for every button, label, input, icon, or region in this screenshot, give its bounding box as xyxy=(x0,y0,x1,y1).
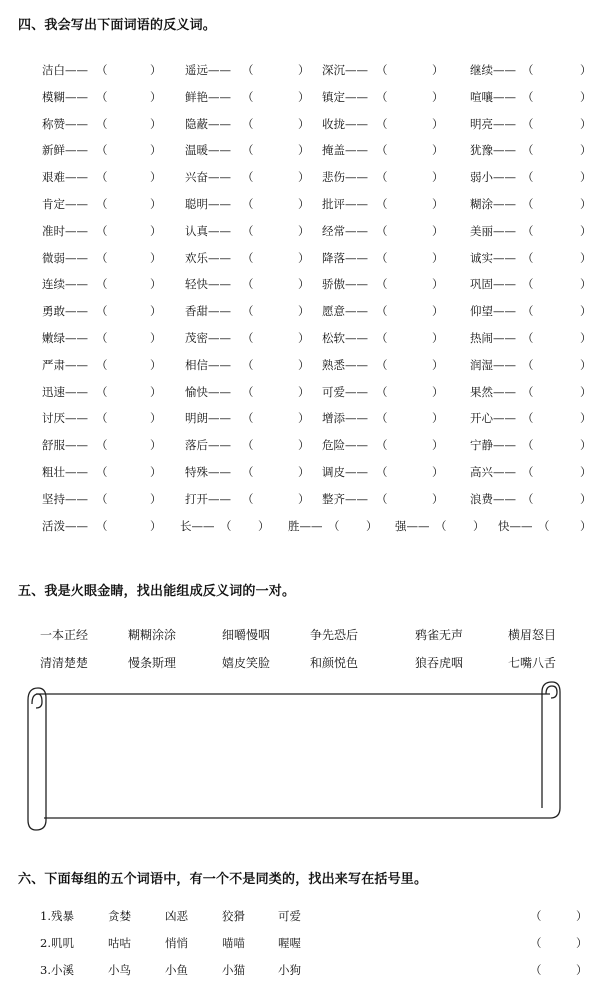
answer-blank-open[interactable]: （ xyxy=(522,63,534,77)
answer-blank-open[interactable]: （ xyxy=(242,491,254,506)
answer-blank-close: ） xyxy=(432,223,444,238)
answer-blank-close: ） xyxy=(298,197,310,211)
answer-blank-close: ） xyxy=(150,116,162,131)
antonym-prompt: 喧嚷—— xyxy=(470,89,516,104)
answer-blank-open[interactable]: （ xyxy=(376,89,388,104)
answer-blank-open[interactable]: （ xyxy=(96,89,108,104)
antonym-prompt: 开心—— xyxy=(470,411,516,426)
antonym-prompt: 骄傲—— xyxy=(322,277,368,292)
answer-blank-close: ） xyxy=(150,223,162,238)
section5-title: 五、我是火眼金睛，找出能组成反义词的一对。 xyxy=(18,584,296,599)
idiom-item: 争先恐后 xyxy=(310,628,359,642)
answer-blank-close: ） xyxy=(150,197,162,211)
antonym-prompt: 巩固—— xyxy=(470,277,516,292)
classification-row xyxy=(0,908,611,928)
antonym-prompt: 特殊—— xyxy=(185,465,231,479)
antonym-prompt: 愉快—— xyxy=(185,384,231,399)
group-number: 2.叽叽 xyxy=(40,936,74,950)
answer-blank-open[interactable]: （ xyxy=(242,384,254,399)
answer-blank-open[interactable]: （ xyxy=(376,116,388,131)
idiom-item: 狼吞虎咽 xyxy=(415,656,464,670)
antonym-row xyxy=(0,276,611,296)
answer-blank-close: ） xyxy=(432,197,444,211)
answer-blank-open[interactable]: （ xyxy=(376,223,388,238)
antonym-prompt: 浪费—— xyxy=(470,491,516,506)
answer-blank-open[interactable]: （ xyxy=(522,357,534,372)
group-word: 凶恶 xyxy=(165,909,188,923)
antonym-prompt: 模糊—— xyxy=(42,89,88,104)
answer-blank-close: ） xyxy=(150,518,162,533)
antonym-row xyxy=(0,142,611,162)
group-word: 贪婪 xyxy=(108,909,131,923)
antonym-prompt: 强—— xyxy=(395,518,430,533)
antonym-prompt: 严肃—— xyxy=(42,357,88,372)
antonym-prompt: 仰望—— xyxy=(470,304,516,319)
answer-blank-open[interactable]: （ xyxy=(242,170,254,185)
answer-blank-open[interactable]: （ xyxy=(435,518,447,533)
antonym-prompt: 鲜艳—— xyxy=(185,89,231,104)
antonym-prompt: 犹豫—— xyxy=(470,143,516,158)
section6-title: 六、下面每组的五个词语中，有一个不是同类的，找出来写在括号里。 xyxy=(18,872,428,887)
answer-blank-close: ） xyxy=(150,491,162,506)
answer-blank-close: ） xyxy=(298,277,310,292)
group-word: 喔喔 xyxy=(278,936,301,950)
answer-blank-open[interactable]: （ xyxy=(96,331,108,345)
answer-blank-open[interactable]: （ xyxy=(522,304,534,319)
answer-blank-open[interactable]: （ xyxy=(376,250,388,265)
answer-blank-close: ） xyxy=(432,63,444,77)
antonym-prompt: 调皮—— xyxy=(322,465,368,479)
answer-blank-open[interactable]: （ xyxy=(522,411,534,426)
answer-blank-open[interactable]: （ xyxy=(376,357,388,372)
antonym-prompt: 愿意—— xyxy=(322,304,368,319)
answer-blank-close: ） xyxy=(580,357,592,372)
answer-blank-open[interactable]: （ xyxy=(96,63,108,77)
antonym-row xyxy=(0,330,611,350)
answer-blank-close: ） xyxy=(580,223,592,238)
group-number: 3.小溪 xyxy=(40,963,74,977)
antonym-prompt: 茂密—— xyxy=(185,331,231,345)
antonym-row xyxy=(0,357,611,377)
antonym-prompt: 明亮—— xyxy=(470,116,516,131)
answer-blank-close: ） xyxy=(150,170,162,185)
antonym-prompt: 微弱—— xyxy=(42,250,88,265)
answer-blank-close: ） xyxy=(150,63,162,77)
antonym-prompt: 降落—— xyxy=(322,250,368,265)
answer-blank-open[interactable]: （ xyxy=(530,963,542,977)
answer-blank-open[interactable]: （ xyxy=(376,491,388,506)
antonym-prompt: 相信—— xyxy=(185,357,231,372)
answer-blank-close: ） xyxy=(258,518,270,533)
answer-blank-close: ） xyxy=(580,170,592,185)
answer-blank-open[interactable]: （ xyxy=(242,250,254,265)
antonym-prompt: 称赞—— xyxy=(42,116,88,131)
answer-blank-close: ） xyxy=(580,89,592,104)
answer-blank-close: ） xyxy=(298,143,310,158)
antonym-prompt: 遥远—— xyxy=(185,63,231,77)
antonym-prompt: 肯定—— xyxy=(42,197,88,211)
answer-blank-close: ） xyxy=(580,277,592,292)
antonym-prompt: 经常—— xyxy=(322,223,368,238)
antonym-prompt: 宁静—— xyxy=(470,438,516,453)
antonym-prompt: 香甜—— xyxy=(185,304,231,319)
antonym-prompt: 掩盖—— xyxy=(322,143,368,158)
antonym-prompt: 连续—— xyxy=(42,277,88,292)
antonym-prompt: 胜—— xyxy=(288,518,323,533)
answer-blank-open[interactable]: （ xyxy=(376,331,388,345)
answer-blank-open[interactable]: （ xyxy=(242,143,254,158)
antonym-row xyxy=(0,410,611,430)
idiom-item: 清清楚楚 xyxy=(40,656,89,670)
answer-blank-close: ） xyxy=(432,384,444,399)
answer-blank-open[interactable]: （ xyxy=(96,197,108,211)
answer-blank-open[interactable]: （ xyxy=(376,277,388,292)
antonym-prompt: 快—— xyxy=(498,518,533,533)
antonym-prompt: 润湿—— xyxy=(470,357,516,372)
answer-blank-close: ） xyxy=(298,465,310,479)
answer-blank-open[interactable]: （ xyxy=(530,909,542,923)
answer-scroll xyxy=(22,680,567,835)
antonym-prompt: 糊涂—— xyxy=(470,197,516,211)
antonym-prompt: 增添—— xyxy=(322,411,368,426)
answer-blank-open[interactable]: （ xyxy=(376,63,388,77)
antonym-prompt: 迅速—— xyxy=(42,384,88,399)
answer-blank-open[interactable]: （ xyxy=(242,304,254,319)
group-word: 小鸟 xyxy=(108,963,131,977)
antonym-prompt: 长—— xyxy=(180,518,215,533)
answer-blank-close: ） xyxy=(298,411,310,426)
answer-blank-close: ） xyxy=(580,438,592,453)
antonym-prompt: 可爱—— xyxy=(322,384,368,399)
answer-blank-open[interactable]: （ xyxy=(242,411,254,426)
idiom-item: 糊糊涂涂 xyxy=(128,628,177,642)
antonym-prompt: 熟悉—— xyxy=(322,357,368,372)
antonym-prompt: 聪明—— xyxy=(185,197,231,211)
section4-title: 四、我会写出下面词语的反义词。 xyxy=(18,18,217,33)
answer-blank-open[interactable]: （ xyxy=(242,438,254,453)
answer-blank-close: ） xyxy=(432,116,444,131)
answer-blank-open[interactable]: （ xyxy=(522,170,534,185)
group-word: 可爱 xyxy=(278,909,301,923)
answer-blank-open[interactable]: （ xyxy=(522,250,534,265)
antonym-row xyxy=(0,464,611,484)
antonym-prompt: 洁白—— xyxy=(42,63,88,77)
antonym-prompt: 明朗—— xyxy=(185,411,231,426)
answer-blank-close: ） xyxy=(432,357,444,372)
answer-blank-close: ） xyxy=(432,250,444,265)
antonym-prompt: 隐蔽—— xyxy=(185,116,231,131)
antonym-prompt: 弱小—— xyxy=(470,170,516,185)
answer-blank-open[interactable]: （ xyxy=(522,223,534,238)
answer-blank-open[interactable]: （ xyxy=(376,438,388,453)
antonym-row xyxy=(0,518,611,538)
answer-blank-open[interactable]: （ xyxy=(242,116,254,131)
classification-row xyxy=(0,935,611,955)
answer-blank-close: ） xyxy=(580,465,592,479)
answer-blank-close: ） xyxy=(432,331,444,345)
antonym-row xyxy=(0,250,611,270)
answer-blank-close: ） xyxy=(366,518,378,533)
antonym-row xyxy=(0,116,611,136)
answer-blank-open[interactable]: （ xyxy=(242,89,254,104)
antonym-prompt: 美丽—— xyxy=(470,223,516,238)
antonym-prompt: 活泼—— xyxy=(42,518,88,533)
antonym-row xyxy=(0,491,611,511)
antonym-prompt: 粗壮—— xyxy=(42,465,88,479)
answer-blank-close: ） xyxy=(150,89,162,104)
antonym-prompt: 果然—— xyxy=(470,384,516,399)
idiom-item: 和颜悦色 xyxy=(310,656,359,670)
answer-blank-open[interactable]: （ xyxy=(522,277,534,292)
group-word: 小猫 xyxy=(222,963,245,977)
answer-blank-close: ） xyxy=(432,465,444,479)
antonym-prompt: 认真—— xyxy=(185,223,231,238)
antonym-prompt: 收拢—— xyxy=(322,116,368,131)
answer-blank-close: ） xyxy=(298,384,310,399)
answer-blank-close: ） xyxy=(432,491,444,506)
group-word: 小鱼 xyxy=(165,963,188,977)
answer-blank-open[interactable]: （ xyxy=(96,438,108,453)
answer-blank-open[interactable]: （ xyxy=(522,143,534,158)
idiom-item: 鸦雀无声 xyxy=(415,628,464,642)
antonym-prompt: 批评—— xyxy=(322,197,368,211)
answer-blank-close: ） xyxy=(580,197,592,211)
answer-blank-close: ） xyxy=(576,936,588,950)
answer-blank-open[interactable]: （ xyxy=(376,384,388,399)
antonym-prompt: 镇定—— xyxy=(322,89,368,104)
antonym-row xyxy=(0,169,611,189)
antonym-row xyxy=(0,196,611,216)
answer-blank-close: ） xyxy=(473,518,485,533)
answer-blank-open[interactable]: （ xyxy=(242,197,254,211)
antonym-prompt: 打开—— xyxy=(185,491,231,506)
answer-blank-close: ） xyxy=(298,63,310,77)
answer-blank-open[interactable]: （ xyxy=(96,465,108,479)
answer-blank-close: ） xyxy=(298,491,310,506)
answer-blank-close: ） xyxy=(580,116,592,131)
group-word: 悄悄 xyxy=(165,936,188,950)
answer-blank-open[interactable]: （ xyxy=(522,197,534,211)
antonym-prompt: 兴奋—— xyxy=(185,170,231,185)
answer-blank-close: ） xyxy=(576,909,588,923)
antonym-prompt: 诚实—— xyxy=(470,250,516,265)
answer-blank-close: ） xyxy=(150,143,162,158)
answer-blank-open[interactable]: （ xyxy=(242,277,254,292)
answer-blank-open[interactable]: （ xyxy=(96,170,108,185)
antonym-row xyxy=(0,384,611,404)
answer-blank-close: ） xyxy=(580,63,592,77)
answer-blank-open[interactable]: （ xyxy=(96,143,108,158)
answer-blank-open[interactable]: （ xyxy=(376,143,388,158)
answer-blank-close: ） xyxy=(580,250,592,265)
antonym-prompt: 落后—— xyxy=(185,438,231,453)
answer-blank-open[interactable]: （ xyxy=(522,331,534,345)
answer-blank-close: ） xyxy=(150,357,162,372)
answer-blank-open[interactable]: （ xyxy=(96,518,108,533)
answer-blank-close: ） xyxy=(432,143,444,158)
answer-blank-close: ） xyxy=(298,438,310,453)
answer-blank-open[interactable]: （ xyxy=(96,304,108,319)
answer-blank-close: ） xyxy=(298,170,310,185)
answer-blank-close: ） xyxy=(432,277,444,292)
answer-blank-close: ） xyxy=(580,304,592,319)
answer-blank-close: ） xyxy=(576,963,588,977)
answer-blank-open[interactable]: （ xyxy=(96,116,108,131)
answer-blank-open[interactable]: （ xyxy=(242,357,254,372)
answer-blank-close: ） xyxy=(580,143,592,158)
answer-blank-close: ） xyxy=(432,411,444,426)
answer-blank-close: ） xyxy=(150,304,162,319)
answer-blank-close: ） xyxy=(150,250,162,265)
answer-blank-open[interactable]: （ xyxy=(522,438,534,453)
antonym-row xyxy=(0,62,611,82)
answer-blank-open[interactable]: （ xyxy=(522,384,534,399)
antonym-row xyxy=(0,303,611,323)
answer-blank-open[interactable]: （ xyxy=(96,384,108,399)
answer-blank-close: ） xyxy=(150,411,162,426)
antonym-prompt: 艰难—— xyxy=(42,170,88,185)
answer-blank-open[interactable]: （ xyxy=(96,277,108,292)
answer-blank-open[interactable]: （ xyxy=(220,518,232,533)
idiom-item: 嬉皮笑脸 xyxy=(222,656,271,670)
antonym-prompt: 热闹—— xyxy=(470,331,516,345)
answer-blank-close: ） xyxy=(298,89,310,104)
answer-blank-close: ） xyxy=(298,116,310,131)
group-word: 咕咕 xyxy=(108,936,131,950)
antonym-prompt: 嫩绿—— xyxy=(42,331,88,345)
group-word: 狡猾 xyxy=(222,909,245,923)
answer-blank-close: ） xyxy=(580,518,592,533)
antonym-prompt: 整齐—— xyxy=(322,491,368,506)
answer-blank-close: ） xyxy=(150,277,162,292)
answer-blank-close: ） xyxy=(150,438,162,453)
answer-blank-close: ） xyxy=(298,357,310,372)
answer-blank-open[interactable]: （ xyxy=(522,116,534,131)
answer-blank-close: ） xyxy=(580,384,592,399)
answer-blank-open[interactable]: （ xyxy=(96,223,108,238)
antonym-prompt: 松软—— xyxy=(322,331,368,345)
idiom-item: 七嘴八舌 xyxy=(508,656,557,670)
antonym-row xyxy=(0,223,611,243)
answer-blank-close: ） xyxy=(150,384,162,399)
answer-blank-open[interactable]: （ xyxy=(530,936,542,950)
antonym-prompt: 深沉—— xyxy=(322,63,368,77)
answer-blank-open[interactable]: （ xyxy=(242,465,254,479)
antonym-prompt: 继续—— xyxy=(470,63,516,77)
antonym-prompt: 准时—— xyxy=(42,223,88,238)
answer-blank-close: ） xyxy=(432,438,444,453)
answer-blank-open[interactable]: （ xyxy=(522,89,534,104)
answer-blank-open[interactable]: （ xyxy=(376,465,388,479)
idiom-item: 横眉怒目 xyxy=(508,628,557,642)
antonym-prompt: 轻快—— xyxy=(185,277,231,292)
antonym-prompt: 温暖—— xyxy=(185,143,231,158)
answer-blank-open[interactable]: （ xyxy=(522,465,534,479)
answer-blank-open[interactable]: （ xyxy=(328,518,340,533)
answer-blank-close: ） xyxy=(150,465,162,479)
antonym-row xyxy=(0,437,611,457)
answer-blank-open[interactable]: （ xyxy=(96,411,108,426)
answer-blank-close: ） xyxy=(580,411,592,426)
answer-blank-open[interactable]: （ xyxy=(376,304,388,319)
idiom-item: 慢条斯理 xyxy=(128,656,177,670)
idiom-item: 细嚼慢咽 xyxy=(222,628,271,642)
answer-blank-open[interactable]: （ xyxy=(96,491,108,506)
antonym-prompt: 勇敢—— xyxy=(42,304,88,319)
answer-blank-open[interactable]: （ xyxy=(376,197,388,211)
group-number: 1.残暴 xyxy=(40,909,74,923)
answer-blank-close: ） xyxy=(432,304,444,319)
antonym-prompt: 新鲜—— xyxy=(42,143,88,158)
answer-blank-close: ） xyxy=(298,223,310,238)
answer-blank-close: ） xyxy=(298,331,310,345)
answer-blank-open[interactable]: （ xyxy=(376,411,388,426)
answer-blank-open[interactable]: （ xyxy=(376,170,388,185)
answer-blank-close: ） xyxy=(580,491,592,506)
answer-blank-close: ） xyxy=(150,331,162,345)
antonym-row xyxy=(0,89,611,109)
answer-blank-open[interactable]: （ xyxy=(96,250,108,265)
answer-blank-open[interactable]: （ xyxy=(242,223,254,238)
antonym-prompt: 坚持—— xyxy=(42,491,88,506)
answer-blank-open[interactable]: （ xyxy=(242,331,254,345)
antonym-prompt: 欢乐—— xyxy=(185,250,231,265)
antonym-prompt: 舒服—— xyxy=(42,438,88,453)
answer-blank-open[interactable]: （ xyxy=(538,518,550,533)
answer-blank-close: ） xyxy=(432,170,444,185)
group-word: 喵喵 xyxy=(222,936,245,950)
antonym-prompt: 讨厌—— xyxy=(42,411,88,426)
answer-blank-close: ） xyxy=(298,250,310,265)
antonym-prompt: 危险—— xyxy=(322,438,368,453)
antonym-prompt: 悲伤—— xyxy=(322,170,368,185)
answer-blank-open[interactable]: （ xyxy=(96,357,108,372)
classification-row xyxy=(0,962,611,982)
answer-blank-open[interactable]: （ xyxy=(242,63,254,77)
answer-blank-close: ） xyxy=(298,304,310,319)
answer-blank-close: ） xyxy=(432,89,444,104)
answer-blank-close: ） xyxy=(580,331,592,345)
group-word: 小狗 xyxy=(278,963,301,977)
answer-blank-open[interactable]: （ xyxy=(522,491,534,506)
antonym-prompt: 高兴—— xyxy=(470,465,516,479)
idiom-item: 一本正经 xyxy=(40,628,89,642)
